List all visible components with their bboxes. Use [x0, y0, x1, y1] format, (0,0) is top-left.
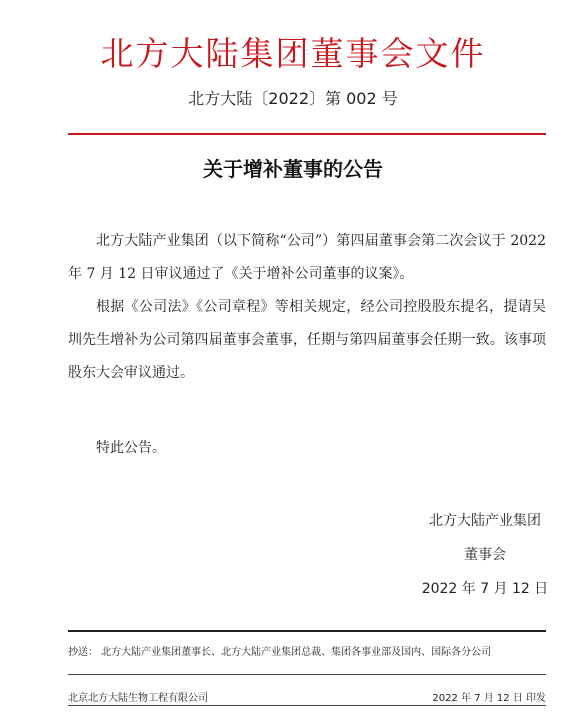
- footer-issue-date: 2022 年 7 月 12 日 印发: [432, 693, 546, 704]
- red-divider: [68, 133, 546, 135]
- header-title: 北方大陆集团董事会文件: [100, 34, 486, 73]
- document-title: 关于增补董事的公告: [203, 157, 383, 181]
- footer-issuer: 北京北方大陆生物工程有限公司: [68, 693, 208, 704]
- body-paragraph-1: 北方大陆产业集团（以下简称“公司”）第四届董事会第二次会议于 2022 年 7 月 12 日审议通过了《关于增补公司董事的议案》。: [68, 233, 546, 282]
- closing-remark: 特此公告。: [96, 440, 166, 456]
- signature-board: 董事会: [464, 547, 506, 563]
- footer-divider: [68, 705, 546, 706]
- cc-bottom-divider: [68, 674, 546, 675]
- signature-date: 2022 年 7 月 12 日: [421, 581, 549, 597]
- body-paragraph-2: 根据《公司法》《公司章程》等相关规定，经公司控股股东提名，提请吴圳先生增补为公司第四届董事会董事，任期与第四届董事会任期一致。该事项股东大会审议通过。: [68, 299, 546, 381]
- cc-distribution-line: 抄送： 北方大陆产业集团董事长、北方大陆产业集团总裁、集团各事业部及国内、国际各分公司: [68, 647, 492, 658]
- signature-organization: 北方大陆产业集团: [429, 513, 541, 529]
- cc-top-divider: [68, 630, 546, 632]
- document-number: 北方大陆〔2022〕第 002 号: [188, 89, 398, 108]
